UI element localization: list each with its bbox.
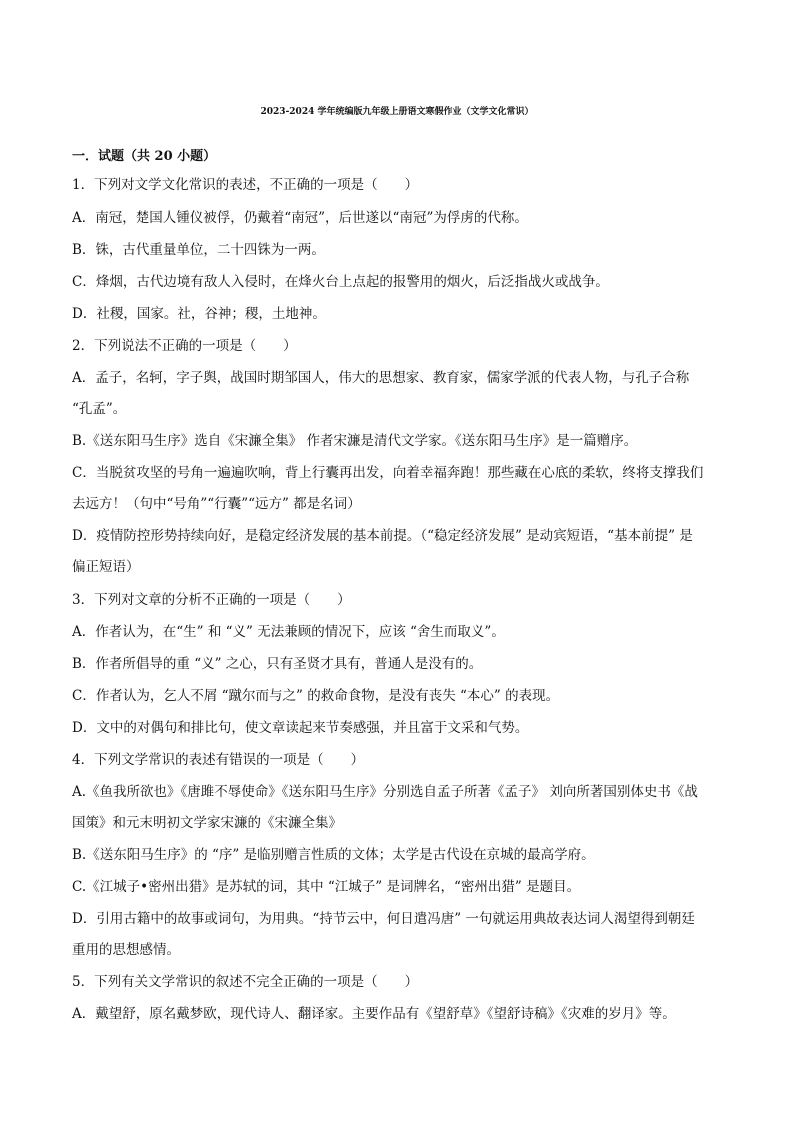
question-1-option-a: A．南冠，楚国人锺仪被俘，仍戴着“南冠”，后世遂以“南冠”为俘虏的代称。 (72, 210, 528, 226)
question-3-option-c: C．作者认为，乞人不屑 “蹴尔而与之” 的救命食物，是没有丧失 “本心” 的表现。 (72, 688, 560, 704)
question-5-option-a: A．戴望舒，原名戴梦欧，现代诗人、翻译家。主要作品有《望舒草》《望舒诗稿》《灾难的岁月》等。 (72, 1006, 676, 1022)
question-2-option-a: A．孟子，名轲，字子舆，战国时期邹国人，伟大的思想家、教育家，儒家学派的代表人物，与孔子合称 (72, 370, 690, 386)
question-2-option-c-cont: 去远方！（句中“号角”“行囊”“远方” 都是名词） (72, 496, 361, 512)
question-3-stem: 3．下列对文章的分析不正确的一项是（ ） (72, 592, 351, 608)
question-3-option-d: D．文中的对偶句和排比句，使文章读起来节奏感强，并且富于文采和气势。 (72, 720, 529, 736)
question-4-option-d: D．引用古籍中的故事或词句，为用典。“持节云中，何日遣冯唐” 一句就运用典故表达词人渴望得到朝廷 (72, 911, 695, 927)
question-1-option-d: D．社稷，国家。社，谷神；稷，土地神。 (72, 306, 326, 322)
question-1-option-c: C．烽烟，古代边境有敌人入侵时，在烽火台上点起的报警用的烟火，后泛指战火或战争。 (72, 274, 609, 290)
question-2-option-d-cont: 偏正短语） (72, 559, 140, 575)
question-3-option-a: A．作者认为，在“生” 和 “义” 无法兼顾的情况下，应该 “舍生而取义”。 (72, 624, 505, 640)
question-4-option-c: C.《江城子•密州出猎》是苏轼的词，其中 “江城子” 是词牌名，“密州出猎” 是题目。 (72, 879, 581, 895)
question-4-option-a: A.《鱼我所欲也》《唐雎不辱使命》《送东阳马生序》分别选自孟子所著《孟子》 刘向所著国别体史书《战 (72, 784, 698, 800)
question-2-option-b: B.《送东阳马生序》选自《宋濂全集》 作者宋濂是清代文学家。《送东阳马生序》是一篇赠序。 (72, 433, 638, 449)
question-4-option-b: B.《送东阳马生序》的 “序” 是临别赠言性质的文体；太学是古代设在京城的最高学府。 (72, 847, 595, 863)
question-2-option-a-cont: “孔孟”。 (72, 401, 127, 417)
question-2-stem: 2．下列说法不正确的一项是（ ） (72, 338, 297, 354)
section-heading: 一．试题（共 20 小题） (72, 149, 217, 164)
question-4-option-a-cont: 国策》和元末明初文学家宋濂的《宋濂全集》 (72, 815, 342, 831)
question-3-option-b: B．作者所倡导的重 “义” 之心，只有圣贤才具有，普通人是没有的。 (72, 656, 483, 672)
question-2-option-d: D．疫情防控形势持续向好，是稳定经济发展的基本前提。（“稳定经济发展” 是动宾短语，“基本前提” 是 (72, 528, 693, 544)
question-1-stem: 1．下列对文学文化常识的表述，不正确的一项是（ ） (72, 177, 419, 193)
question-4-option-d-cont: 重用的思想感情。 (72, 942, 180, 958)
question-4-stem: 4．下列文学常识的表述有错误的一项是（ ） (72, 752, 365, 768)
question-5-stem: 5．下列有关文学常识的叙述不完全正确的一项是（ ） (72, 974, 419, 990)
question-2-option-c: C．当脱贫攻坚的号角一遍遍吹响，背上行囊再出发，向着幸福奔跑！那些藏在心底的柔软，终将支撑我们 (72, 465, 704, 481)
question-1-option-b: B．铢，古代重量单位，二十四铢为一两。 (72, 242, 325, 258)
document-title: 2023-2024 学年统编版九年级上册语文寒假作业（文学文化常识） (260, 107, 534, 117)
